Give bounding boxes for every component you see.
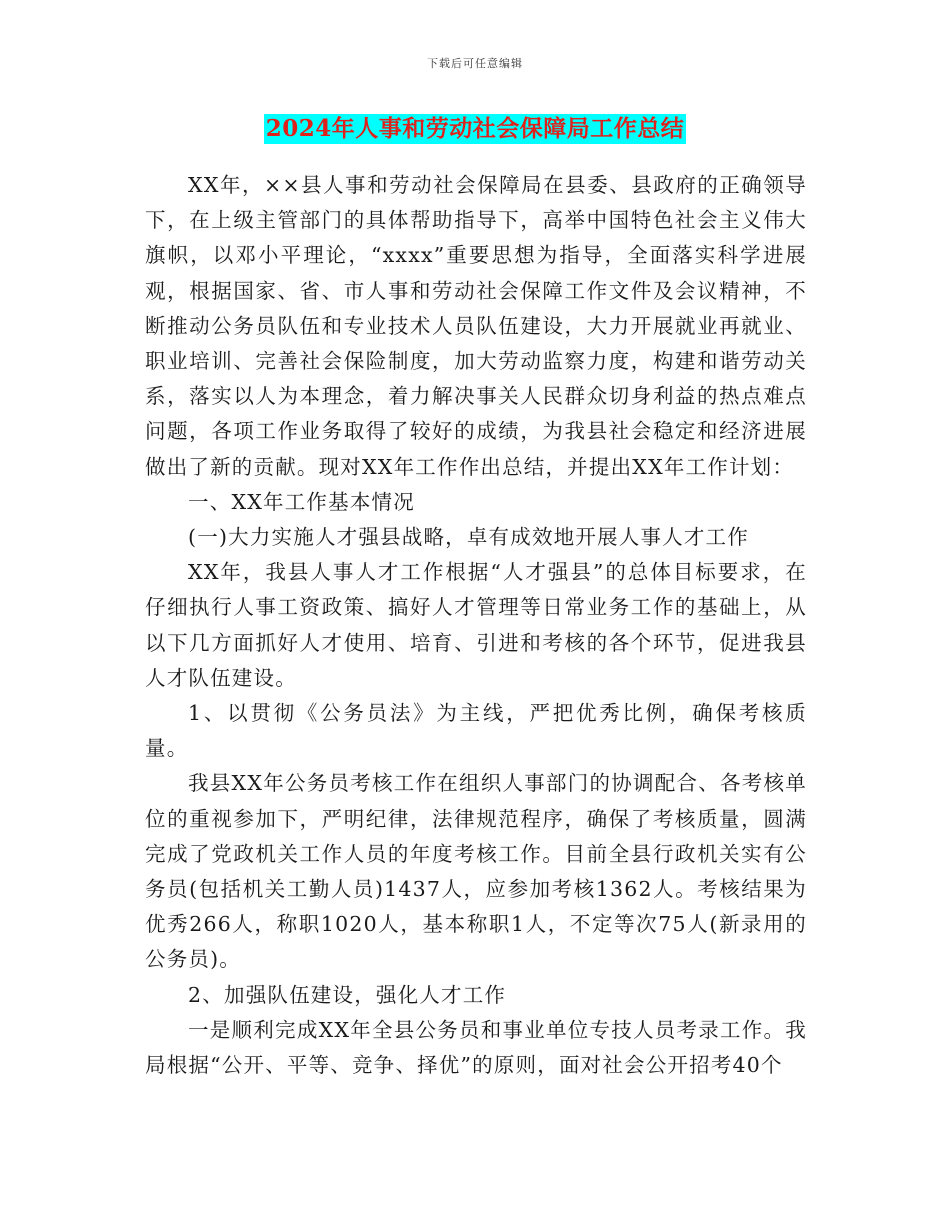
heading-section-1: 一、XX年工作基本情况 [188,489,415,514]
title-container [0,114,950,144]
heading-item-1: 1、以贯彻《公务员法》为主线，严把优秀比例，确保考核质量。 [145,701,807,761]
paragraph-assessment: 我县XX年公务员考核工作在组织人事部门的协调配合、各考核单位的重视参加下，严明纪律，法律规范程序，确保了考核质量，圆满完成了党政机关工作人员的年度考核工作。目前全县行政机关实有公务员(包括机关工勤人员)1437人，应参加考核1362人。考核结果为优秀266人，称职1020人，基本称职1人，不定等次75人(新录用的公务员)。 [145,771,807,972]
paragraph-talent-work: XX年，我县人事人才工作根据“人才强县”的总体目标要求，在仔细执行人事工资政策、搞好人才管理等日常业务工作的基础上，从以下几方面抓好人才使用、培育、引进和考核的各个环节，促进我县人才队伍建设。 [145,560,807,690]
heading-subsection-1: (一)大力实施人才强县战略，卓有成效地开展人事人才工作 [188,525,749,550]
paragraph-intro: XX年，××县人事和劳动社会保障局在县委、县政府的正确领导下，在上级主管部门的具体帮助指导下，高举中国特色社会主义伟大旗帜，以邓小平理论，“xxxx”重要思想为指导，全面落实科学进展观，根据国家、省、市人事和劳动社会保障工作文件及会议精神，不断推动公务员队伍和专业技术人员队伍建设，大力开展就业再就业、职业培训、完善社会保险制度，加大劳动监察力度，构建和谐劳动关系，落实以人为本理念，着力解决事关人民群众切身利益的热点难点问题，各项工作业务取得了较好的成绩，为我县社会稳定和经济进展做出了新的贡献。现对XX年工作作出总结，并提出XX年工作计划： [145,173,807,479]
document-body [145,168,807,1083]
heading-item-2: 2、加强队伍建设，强化人才工作 [188,982,507,1007]
paragraph-recruitment: 一是顺利完成XX年全县公务员和事业单位专技人员考录工作。我局根据“公开、平等、竞争、择优”的原则，面对社会公开招考40个 [145,1017,807,1078]
document-title: 2024年人事和劳动社会保障局工作总结 [265,115,685,142]
header-note: 下载后可任意编辑 [427,57,523,70]
